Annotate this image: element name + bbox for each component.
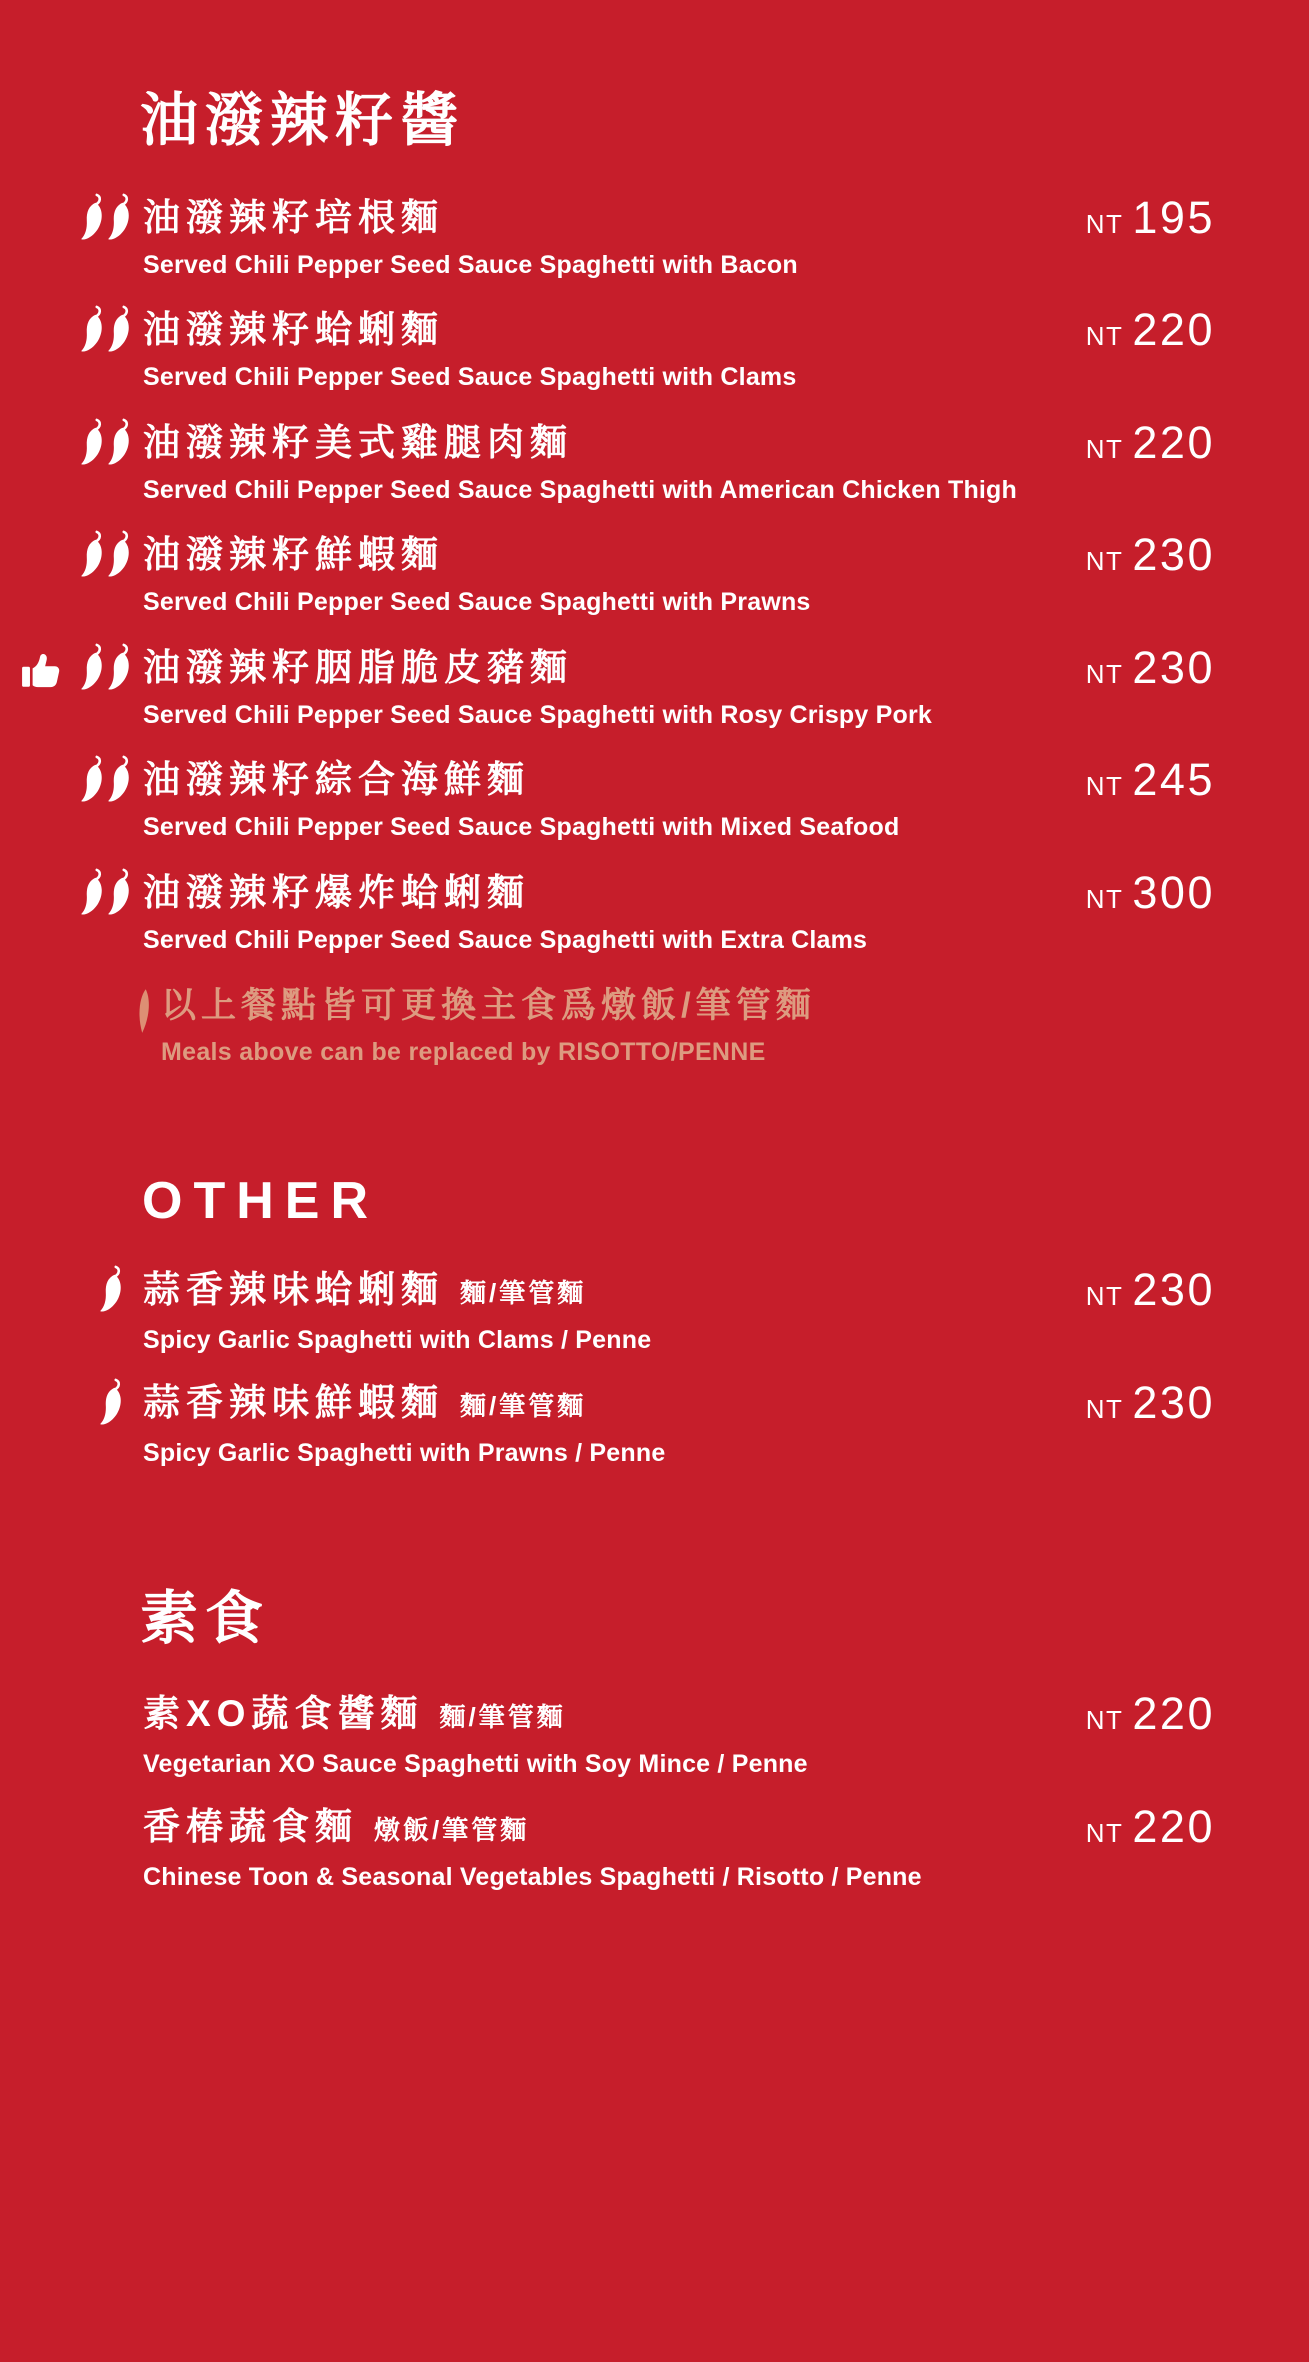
item-price [1085, 1377, 1215, 1431]
chili-pepper-icon [79, 191, 105, 243]
currency-label: NT [1085, 1281, 1124, 1311]
chili-pepper-icon [106, 866, 132, 918]
chili-pepper-icon [79, 416, 105, 468]
item-desc-en: Served Chili Pepper Seed Sauce Spaghetti with Prawns [143, 588, 811, 616]
menu-item [0, 1377, 1309, 1481]
item-desc-en: Spicy Garlic Spaghetti with Clams / Penne [143, 1326, 652, 1354]
item-name-zh: 油潑辣籽美式雞腿肉麵 [143, 422, 573, 463]
item-desc-en: Spicy Garlic Spaghetti with Prawns / Penne [143, 1439, 666, 1467]
chili-pepper-icon [106, 753, 132, 805]
price-value: 220 [1132, 304, 1215, 355]
price-value: 230 [1132, 642, 1215, 693]
item-price [1085, 867, 1215, 921]
chili-pepper-icon [79, 753, 105, 805]
currency-label: NT [1085, 884, 1124, 914]
section-title: OTHER [142, 1172, 379, 1230]
chili-pepper-icon [106, 528, 132, 580]
item-desc-en: Served Chili Pepper Seed Sauce Spaghetti with Bacon [143, 251, 798, 279]
menu-item-recommended [0, 642, 1309, 746]
menu-item [0, 304, 1309, 408]
chili-pepper-icon [79, 641, 105, 693]
chili-pepper-icon [106, 191, 132, 243]
seed-bullet-icon [131, 987, 155, 1034]
price-value: 220 [1132, 1688, 1215, 1739]
item-price [1085, 1264, 1215, 1318]
menu-note-zh: 以上餐點皆可更換主食爲燉飯/筆管麵 [161, 986, 816, 1025]
item-desc-en: Served Chili Pepper Seed Sauce Spaghetti with Clams [143, 363, 797, 391]
chili-pepper-icon [98, 1376, 124, 1428]
item-portion-label: 麵/筆管麵 [439, 1702, 566, 1732]
item-price [1085, 529, 1215, 583]
chili-pepper-icon [106, 416, 132, 468]
menu-item [0, 1264, 1309, 1368]
item-price [1085, 642, 1215, 696]
chili-pepper-icon [98, 1263, 124, 1315]
item-desc-en: Vegetarian XO Sauce Spaghetti with Soy Mince / Penne [143, 1750, 808, 1778]
item-desc-en: Served Chili Pepper Seed Sauce Spaghetti with Rosy Crispy Pork [143, 701, 933, 729]
currency-label: NT [1085, 771, 1124, 801]
item-price [1085, 192, 1215, 246]
thumbs-up-icon [19, 651, 62, 691]
price-value: 195 [1132, 192, 1215, 243]
price-value: 220 [1132, 417, 1215, 468]
chili-pepper-icon [106, 303, 132, 355]
item-desc-en: Chinese Toon & Seasonal Vegetables Spaghetti / Risotto / Penne [143, 1863, 922, 1891]
item-price [1085, 1801, 1215, 1855]
currency-label: NT [1085, 1818, 1124, 1848]
price-value: 230 [1132, 1264, 1215, 1315]
price-value: 220 [1132, 1801, 1215, 1852]
item-portion-label: 燉飯/筆管麵 [374, 1815, 530, 1845]
currency-label: NT [1085, 546, 1124, 576]
item-name-zh: 香椿蔬食麵 [143, 1806, 358, 1847]
chili-pepper-icon [79, 866, 105, 918]
currency-label: NT [1085, 1394, 1124, 1424]
item-name-zh: 油潑辣籽爆炸蛤蜊麵 [143, 872, 530, 913]
menu-item [0, 417, 1309, 521]
menu-item [0, 192, 1309, 296]
price-value: 230 [1132, 1377, 1215, 1428]
item-desc-en: Served Chili Pepper Seed Sauce Spaghetti with Extra Clams [143, 926, 868, 954]
item-price [1085, 417, 1215, 471]
currency-label: NT [1085, 1705, 1124, 1735]
currency-label: NT [1085, 321, 1124, 351]
item-name-zh: 油潑辣籽胭脂脆皮豬麵 [143, 647, 573, 688]
item-portion-label: 麵/筆管麵 [460, 1391, 587, 1421]
section-title: 油潑辣籽醬 [140, 88, 466, 153]
price-value: 300 [1132, 867, 1215, 918]
menu-item [0, 754, 1309, 858]
currency-label: NT [1085, 659, 1124, 689]
menu-note-en: Meals above can be replaced by RISOTTO/PENNE [161, 1038, 766, 1066]
menu-item [0, 529, 1309, 633]
item-price [1085, 304, 1215, 358]
chili-pepper-icon [79, 528, 105, 580]
item-name-zh: 蒜香辣味蛤蜊麵 [143, 1269, 444, 1310]
price-value: 230 [1132, 529, 1215, 580]
chili-pepper-icon [79, 303, 105, 355]
item-price [1085, 1688, 1215, 1742]
menu-item [0, 1688, 1309, 1792]
chili-pepper-icon [106, 641, 132, 693]
currency-label: NT [1085, 209, 1124, 239]
item-name-zh: 蒜香辣味鮮蝦麵 [143, 1382, 444, 1423]
price-value: 245 [1132, 754, 1215, 805]
currency-label: NT [1085, 434, 1124, 464]
menu-item [0, 867, 1309, 971]
item-desc-en: Served Chili Pepper Seed Sauce Spaghetti with Mixed Seafood [143, 813, 900, 841]
menu-item [0, 1801, 1309, 1905]
menu-note [0, 984, 1309, 1069]
section-title: 素食 [140, 1586, 271, 1651]
item-name-zh: 油潑辣籽綜合海鮮麵 [143, 759, 530, 800]
item-name-zh: 油潑辣籽鮮蝦麵 [143, 534, 444, 575]
item-name-zh: 素XO蔬食醬麵 [143, 1693, 424, 1734]
item-name-zh: 油潑辣籽蛤蜊麵 [143, 309, 444, 350]
item-price [1085, 754, 1215, 808]
item-portion-label: 麵/筆管麵 [460, 1278, 587, 1308]
item-desc-en: Served Chili Pepper Seed Sauce Spaghetti with American Chicken Thigh [143, 476, 1018, 504]
item-name-zh: 油潑辣籽培根麵 [143, 197, 444, 238]
